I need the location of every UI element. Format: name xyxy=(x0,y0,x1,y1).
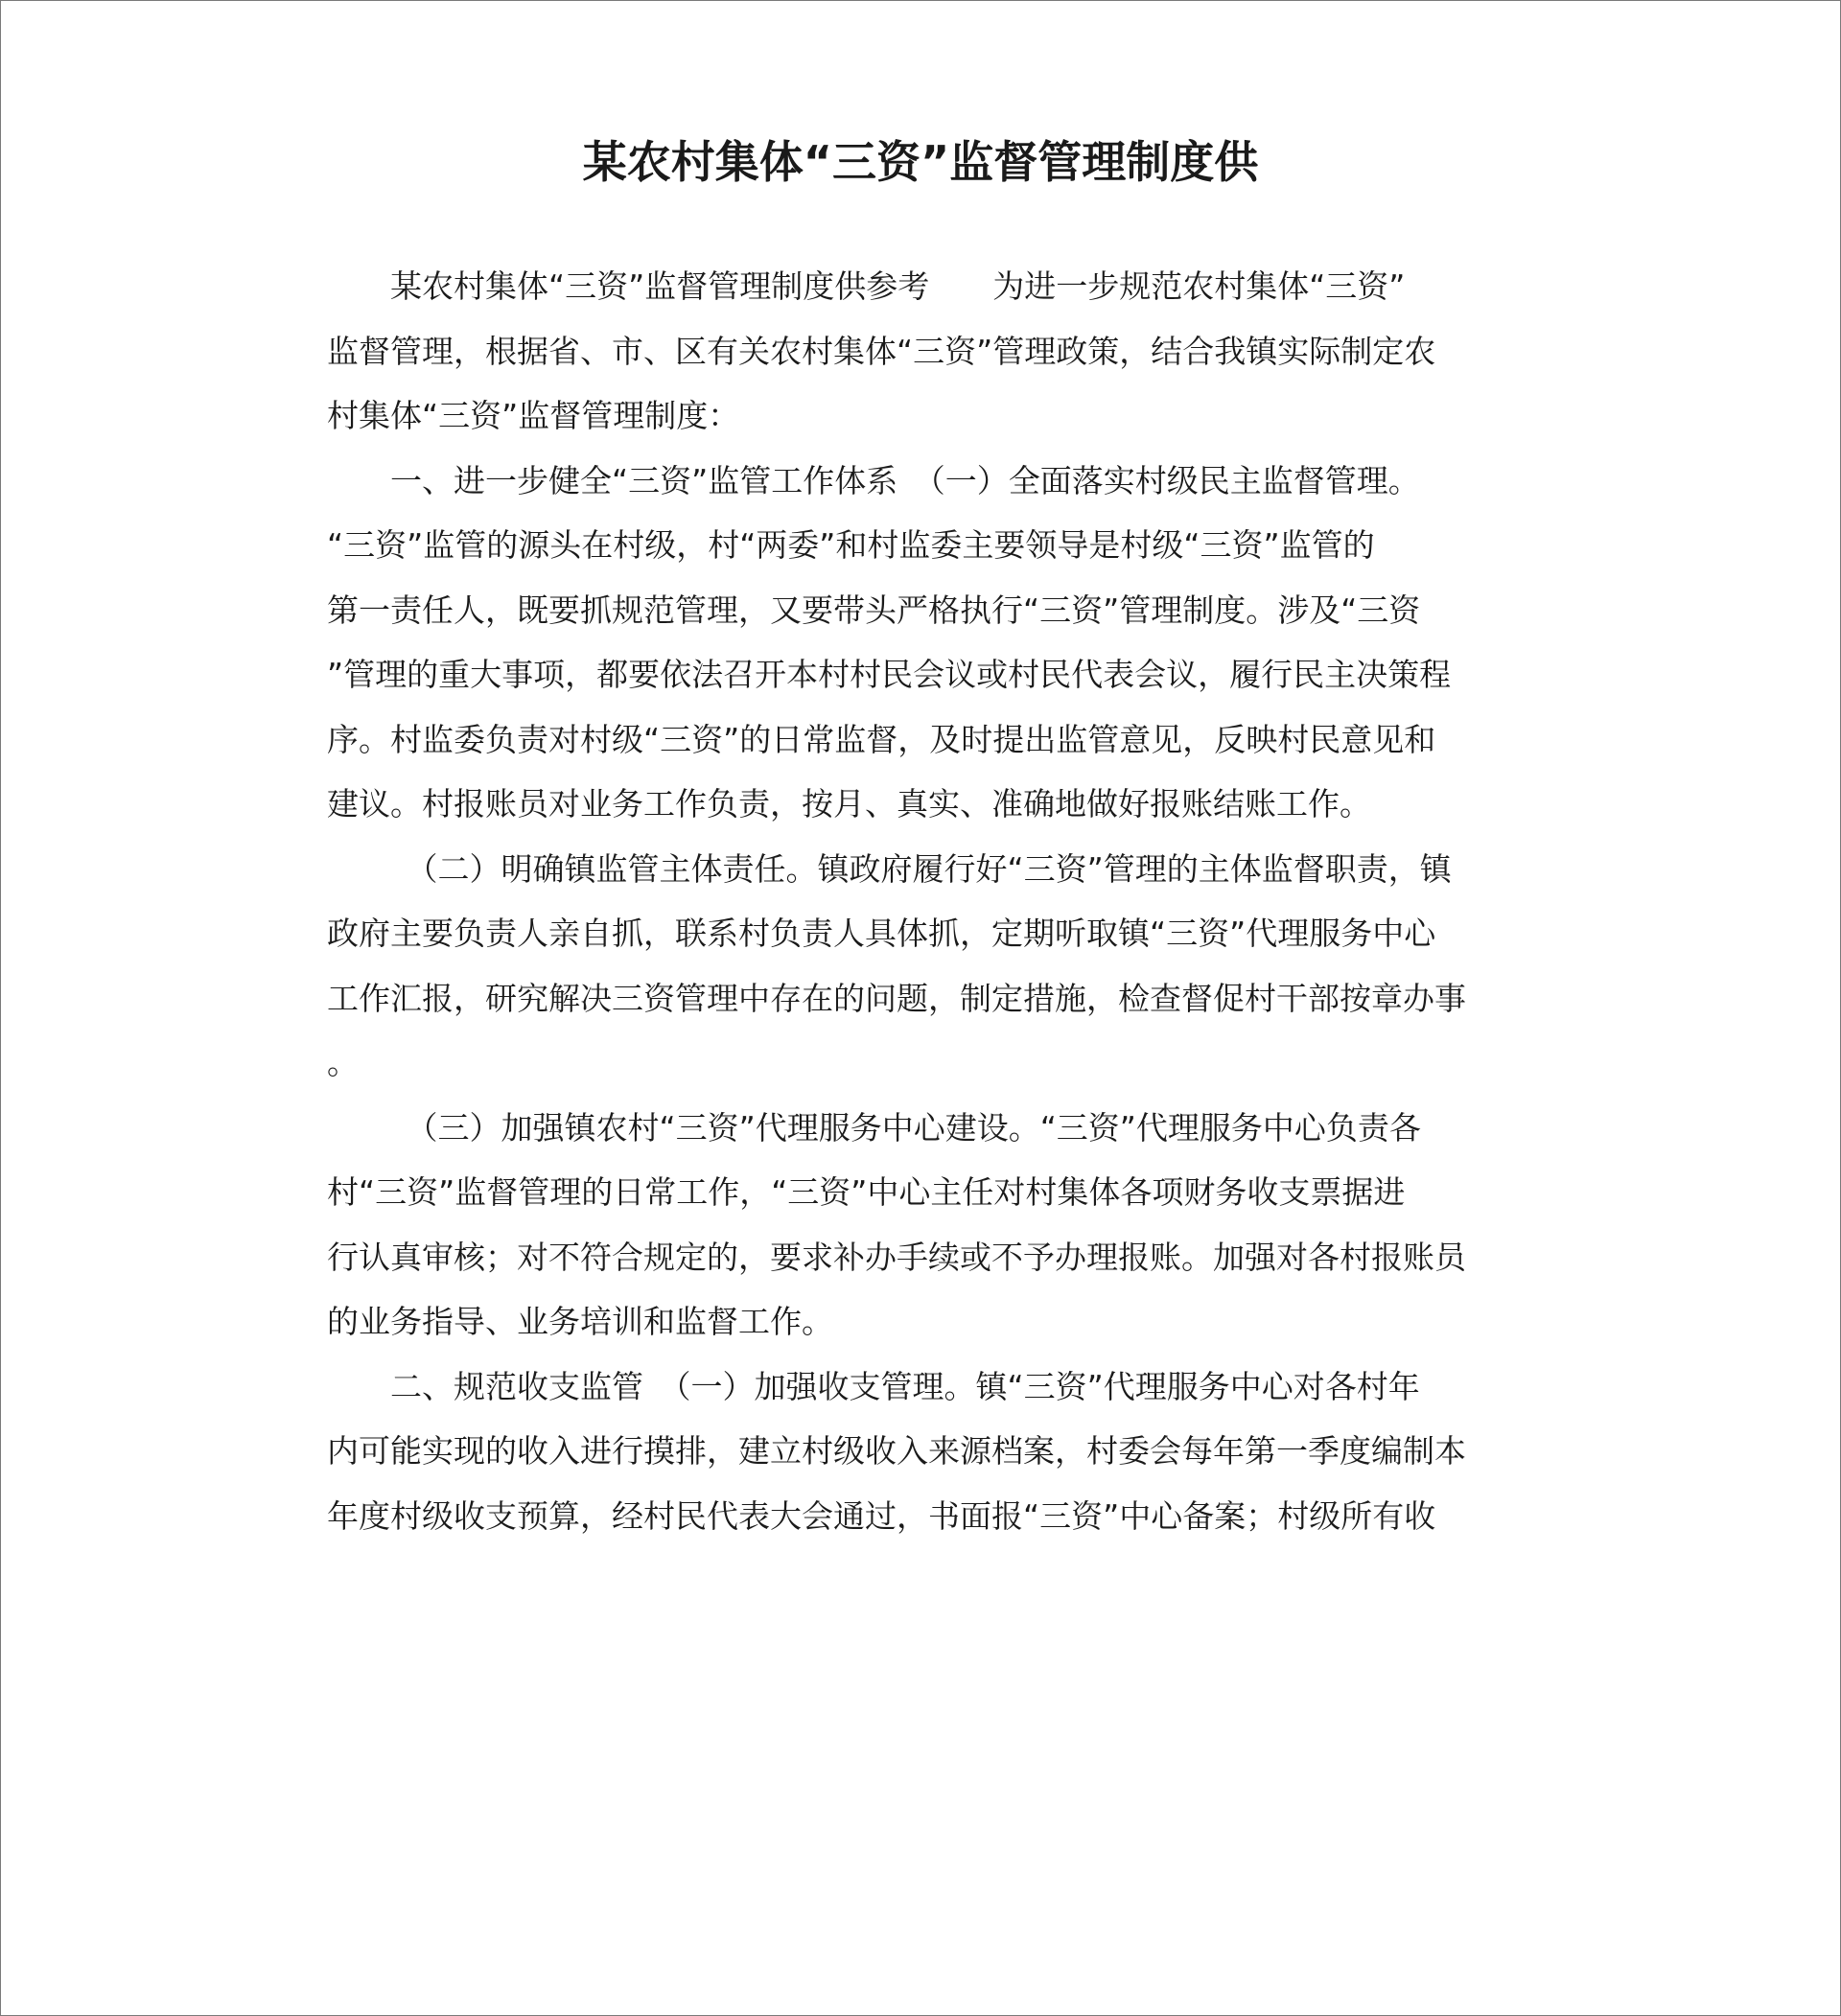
body-line: 工作汇报，研究解决三资管理中存在的问题，制定措施，检查督促村干部按章办事 xyxy=(327,979,1466,1017)
body-line: 村“三资”监督管理的日常工作，“三资”中心主任对村集体各项财务收支票据进 xyxy=(327,1173,1406,1211)
body-line: 年度村级收支预算，经村民代表大会通过，书面报“三资”中心备案；村级所有收 xyxy=(327,1496,1436,1535)
body-line: 监督管理，根据省、市、区有关农村集体“三资”管理政策，结合我镇实际制定农 xyxy=(327,332,1436,370)
body-line: 序。村监委负责对村级“三资”的日常监督，及时提出监管意见，反映村民意见和 xyxy=(327,720,1436,758)
body-line: 。 xyxy=(327,1044,359,1081)
body-line: 建议。村报账员对业务工作负责，按月、真实、准确地做好报账结账工作。 xyxy=(327,785,1371,823)
document-title: 某农村集体“三资”监督管理制度供 xyxy=(582,136,1259,188)
body-line: 行认真审核；对不符合规定的，要求补办手续或不予办理报账。加强对各村报账员 xyxy=(327,1238,1466,1276)
body-line: 村集体“三资”监督管理制度： xyxy=(327,397,740,434)
body-line: “三资”监管的源头在村级，村“两委”和村监委主要领导是村级“三资”监管的 xyxy=(327,526,1375,564)
body-line: 某农村集体“三资”监督管理制度供参考 为进一步规范农村集体“三资” xyxy=(327,267,1406,305)
body-line: 一、进一步健全“三资”监管工作体系 （一）全面落实村级民主监督管理。 xyxy=(327,461,1420,499)
document-body xyxy=(327,254,1516,1548)
body-line: 二、规范收支监管 （一）加强收支管理。镇“三资”代理服务中心对各村年 xyxy=(327,1367,1420,1405)
body-line: 的业务指导、业务培训和监督工作。 xyxy=(327,1303,833,1340)
body-line: 第一责任人，既要抓规范管理，又要带头严格执行“三资”管理制度。涉及“三资 xyxy=(327,591,1421,629)
body-line: （三）加强镇农村“三资”代理服务中心建设。“三资”代理服务中心负责各 xyxy=(327,1108,1421,1147)
body-line: 内可能实现的收入进行摸排，建立村级收入来源档案，村委会每年第一季度编制本 xyxy=(327,1432,1466,1470)
body-line: （二）明确镇监管主体责任。镇政府履行好“三资”管理的主体监督职责，镇 xyxy=(327,849,1452,888)
body-line: 政府主要负责人亲自抓，联系村负责人具体抓，定期听取镇“三资”代理服务中心 xyxy=(327,915,1436,952)
body-line: ”管理的重大事项，都要依法召开本村村民会议或村民代表会议，履行民主决策程 xyxy=(327,656,1452,693)
